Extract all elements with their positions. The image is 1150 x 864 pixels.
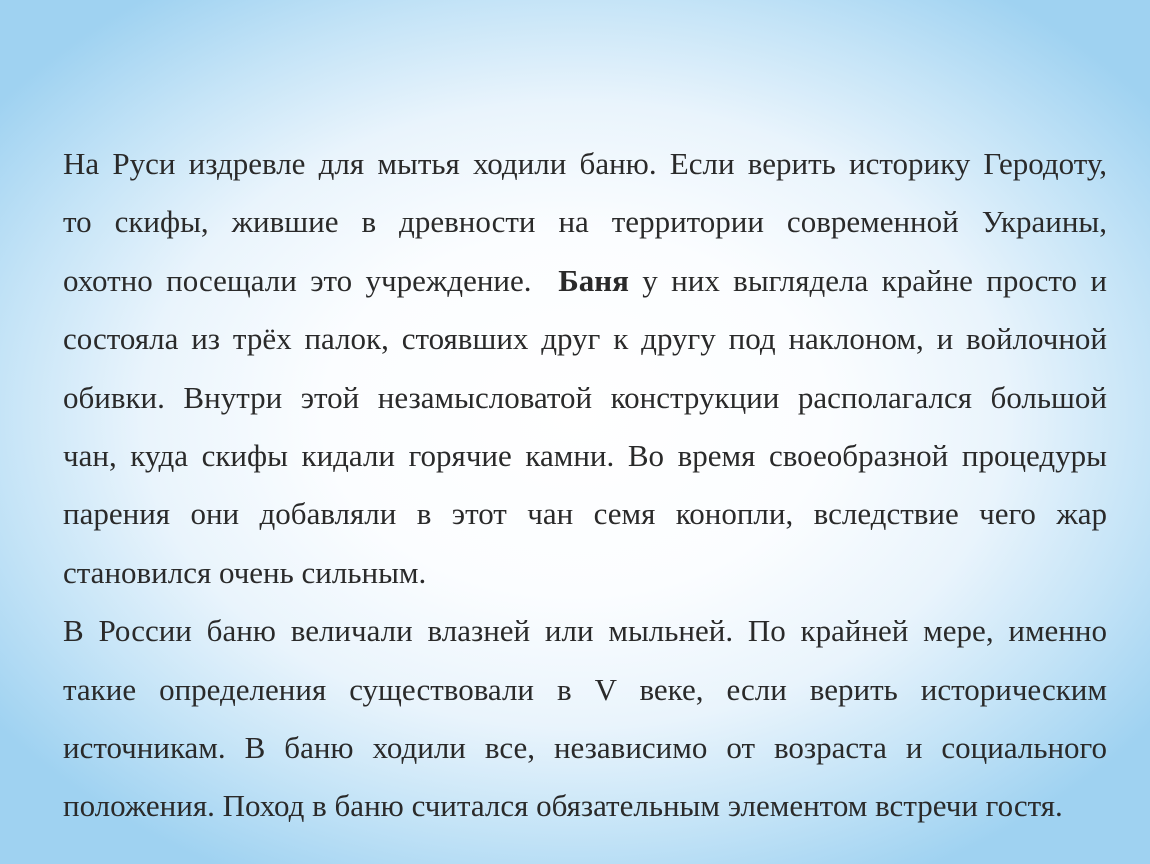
text-line: становился очень сильным.	[63, 554, 427, 590]
text-fragment: охотно посещали это учреждение.	[63, 262, 559, 298]
paragraph-scythians	[63, 135, 1107, 602]
bold-term-banya: Баня	[558, 262, 629, 298]
text-line: парения они добавляли в этот чан семя конопли, вследствие чего жар	[63, 496, 1107, 532]
text-line: положения. Поход в баню считался обязательным элементом встречи гостя.	[63, 788, 1063, 824]
slide-text-body	[63, 135, 1107, 836]
paragraph-russia	[63, 602, 1107, 836]
text-line: обивки. Внутри этой незамысловатой конструкции располагался большой	[63, 379, 1107, 415]
text-line: источникам. В баню ходили все, независимо от возраста и социального	[63, 729, 1107, 765]
text-line: чан, куда скифы кидали горячие камни. Во время своеобразной процедуры	[63, 437, 1107, 473]
text-line: то скифы, жившие в древности на территории современной Украины,	[63, 204, 1107, 240]
text-line	[63, 252, 1107, 310]
text-line: На Руси издревле для мытья ходили баню. Если верить историку Геродоту,	[63, 146, 1107, 181]
text-line: В России баню величали влазней или мыльней. По крайней мере, именно	[63, 613, 1107, 649]
text-fragment: у них выглядела крайне просто и	[628, 262, 1107, 298]
text-line: состояла из трёх палок, стоявших друг к другу под наклоном, и войлочной	[63, 321, 1107, 357]
text-line: такие определения существовали в V веке, если верить историческим	[63, 671, 1107, 707]
